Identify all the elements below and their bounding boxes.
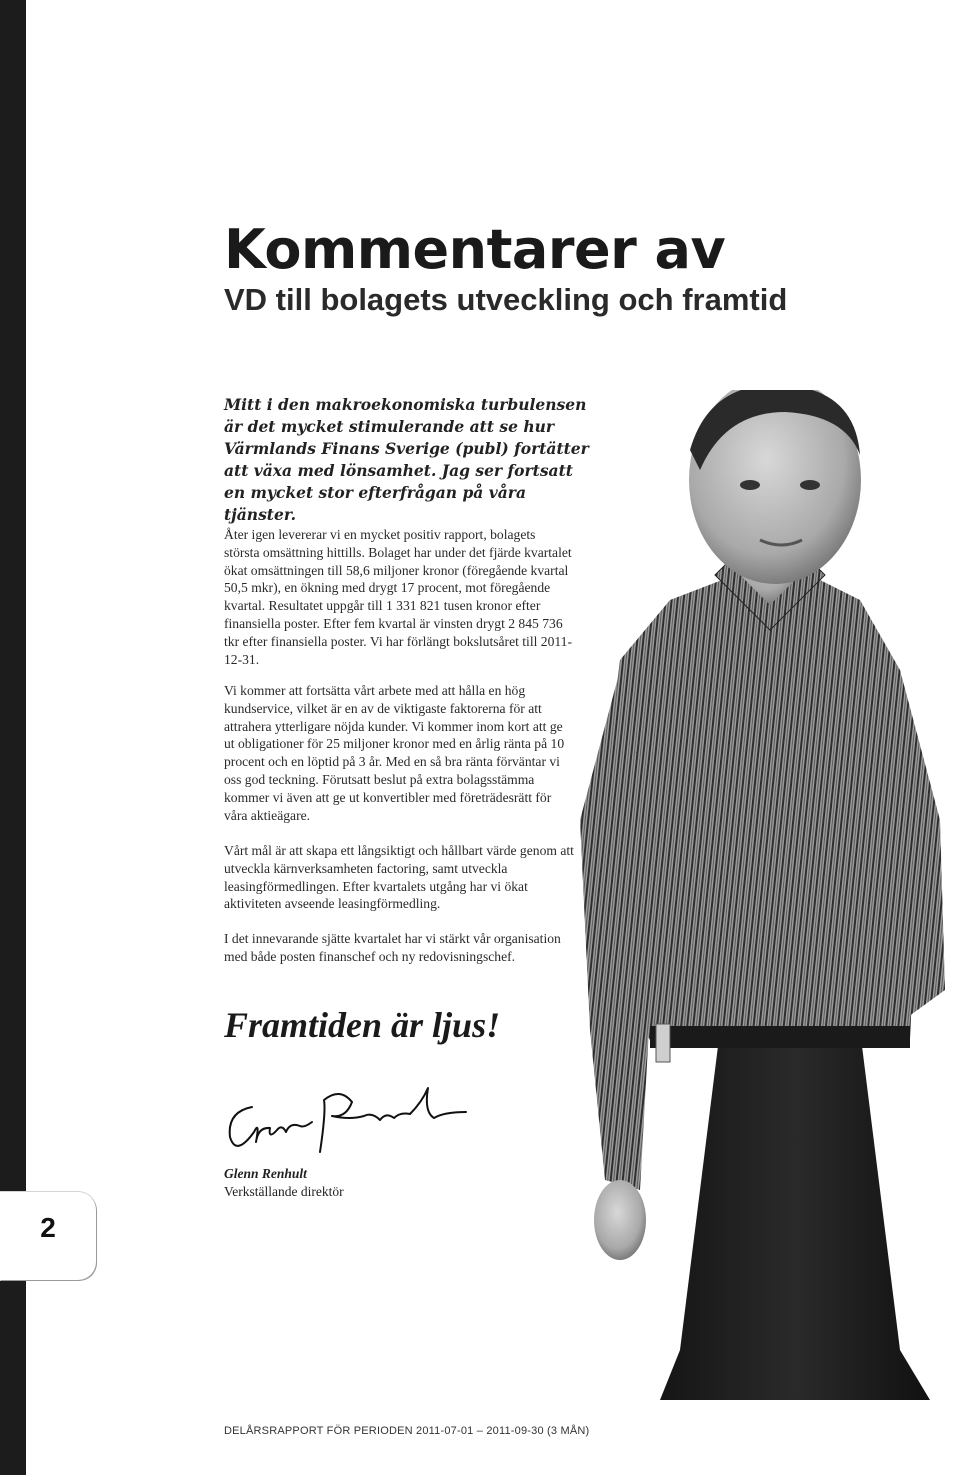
body-paragraph-4: I det innevarande sjätte kvartalet har vi stärkt vår organisation med både posten finanschef och ny redovisningschef. [224,931,561,964]
page-subtitle: VD till bolagets utveckling och framtid [224,282,788,317]
handwritten-signature [222,1082,472,1162]
body-paragraph-2: Vi kommer att fortsätta vårt arbete med att hålla en hög kundservice, vilket är en av de viktigaste faktorerna för att attrahera ytterligare nöjda kunder. Vi kommer inom kort att ge ut obligationer för 25 miljoner kronor med en årlig ränta på 10 procent och en löptid på 3 år. Med en så bra ränta förväntar vi oss god teckning. Förutsatt beslut på extra bolagsstämma kommer vi även att ge ut konvertibler med företrädesrätt för våra aktieägare. [224,683,565,823]
page-number: 2 [40,1212,56,1243]
signatory-name: Glenn Renhult [224,1166,307,1181]
signatory-role: Verkställande direktör [224,1184,344,1199]
body-paragraph-1: Åter igen levererar vi en mycket positiv rapport, bolagets största omsättning hittills. Bolaget har under det fjärde kvartalet ökat omsättningen till 58,6 miljoner kronor (föregående kvartal 50,5 mkr), en ökning med drygt 17 procent, mot föregående kvartal. Resultatet uppgår till 1 331 821 tusen kronor efter finansiella poster. Efter fem kvartal är vinsten drygt 2 845 736 tkr efter finansiella poster. Vi har förlängt bokslutsåret till 2011-12-31. [224,527,573,667]
intro-quote: Mitt i den makroekonomiska turbulensen är det mycket stimulerande att se hur Värmlands Finans Sverige (publ) fortätter att växa med lönsamhet. Jag ser fortsatt en mycket stor efterfrågan på våra tjänster. [224,395,589,524]
body-paragraph-3: Vårt mål är att skapa ett långsiktigt och hållbart värde genom att utveckla kärnverksamheten factoring, samt utveckla leasingförmedlingen. Efter kvartalets utgång har vi ökat aktiviteten avseende leasingförmedling. [224,843,574,912]
closing-statement: Framtiden är ljus! [224,1005,501,1045]
report-footer: DELÅRSRAPPORT FÖR PERIODEN 2011-07-01 – 2011-09-30 (3 MÅN) [224,1425,590,1437]
ceo-portrait-photo [560,390,960,1410]
page-title: Kommentarer av [224,218,726,281]
